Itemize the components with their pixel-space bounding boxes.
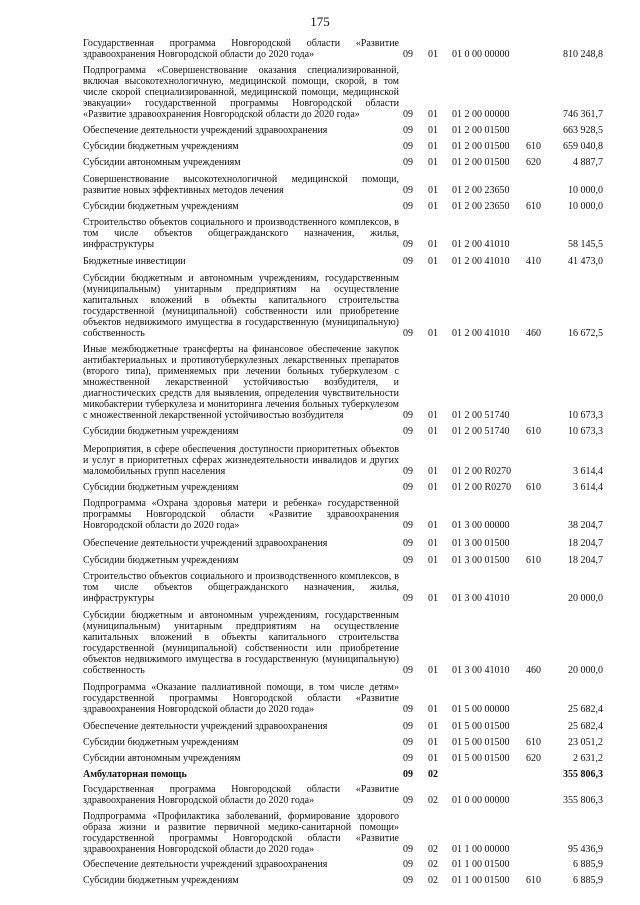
row-target-article: 01 2 00 01500 — [452, 157, 510, 168]
table-row — [83, 273, 603, 339]
row-section: 09 — [403, 769, 413, 780]
table-row — [83, 784, 603, 806]
row-section: 09 — [403, 593, 413, 604]
row-name: Субсидии бюджетным учреждениям — [83, 482, 239, 493]
row-target-article: 01 3 00 41010 — [452, 593, 510, 604]
row-subsection: 01 — [428, 538, 438, 549]
row-section: 09 — [403, 49, 413, 60]
row-subsection: 01 — [428, 185, 438, 196]
row-target-article: 01 1 00 01500 — [452, 875, 510, 886]
row-target-article: 01 2 00 00000 — [452, 109, 510, 120]
table-row — [83, 859, 603, 870]
row-sum: 20 000,0 — [568, 593, 603, 604]
row-sum: 746 361,7 — [563, 109, 603, 120]
row-target-article: 01 3 00 01500 — [452, 555, 510, 566]
row-sum: 10 000,0 — [568, 201, 603, 212]
row-sum: 20 000,0 — [568, 665, 603, 676]
table-row — [83, 875, 603, 886]
row-sum: 38 204,7 — [568, 520, 603, 531]
table-row — [83, 426, 603, 437]
row-section: 09 — [403, 410, 413, 421]
row-name: Обеспечение деятельности учреждений здравоохранения — [83, 125, 328, 136]
row-section: 09 — [403, 482, 413, 493]
row-expense-type: 610 — [526, 737, 541, 748]
row-section: 09 — [403, 753, 413, 764]
table-row — [83, 571, 603, 604]
row-section: 09 — [403, 466, 413, 477]
row-name: Амбулаторная помощь — [83, 769, 187, 780]
table-row — [83, 141, 603, 152]
row-name: Обеспечение деятельности учреждений здравоохранения — [83, 538, 328, 549]
table-row — [83, 721, 603, 732]
row-name: Субсидии бюджетным и автономным учреждениям, государственным (муниципальным) унитарным предприятиям на осуществление капитальных вложений в объекты капитального строительства государственной (муниципальной) собственности или приобретение объектов недвижимого имущества в государственную (муниципальную) собственность — [83, 273, 399, 339]
table-row — [83, 201, 603, 212]
row-subsection: 01 — [428, 593, 438, 604]
row-target-article: 01 2 00 51740 — [452, 426, 510, 437]
row-name: Субсидии бюджетным и автономным учреждениям, государственным (муниципальным) унитарным предприятиям на осуществление капитальных вложений в объекты капитального строительства государственной (муниципальной) собственности или приобретение объектов недвижимого имущества в государственную (муниципальную) собственность — [83, 610, 399, 676]
row-sum: 3 614,4 — [573, 466, 603, 477]
row-subsection: 02 — [428, 875, 438, 886]
table-row — [83, 811, 603, 855]
row-name: Обеспечение деятельности учреждений здравоохранения — [83, 721, 328, 732]
row-subsection: 01 — [428, 721, 438, 732]
row-target-article: 01 3 00 41010 — [452, 665, 510, 676]
row-sum: 2 631,2 — [573, 753, 603, 764]
page-number: 175 — [310, 14, 330, 29]
row-subsection: 01 — [428, 141, 438, 152]
row-sum: 10 673,3 — [568, 410, 603, 421]
row-section: 09 — [403, 520, 413, 531]
row-expense-type: 620 — [526, 157, 541, 168]
row-sum: 18 204,7 — [568, 538, 603, 549]
row-sum: 10 000,0 — [568, 185, 603, 196]
table-row — [83, 482, 603, 493]
table-row — [83, 753, 603, 764]
table-row — [83, 125, 603, 136]
row-subsection: 01 — [428, 482, 438, 493]
row-target-article: 01 2 00 R0270 — [452, 466, 512, 477]
row-subsection: 01 — [428, 737, 438, 748]
row-sum: 10 673,3 — [568, 426, 603, 437]
row-expense-type: 610 — [526, 875, 541, 886]
row-subsection: 01 — [428, 109, 438, 120]
table-row — [83, 38, 603, 60]
row-subsection: 02 — [428, 844, 438, 855]
budget-table — [83, 38, 603, 886]
row-section: 09 — [403, 844, 413, 855]
row-target-article: 01 2 00 41010 — [452, 256, 510, 267]
table-row — [83, 555, 603, 566]
row-expense-type: 610 — [526, 555, 541, 566]
row-name: Субсидии бюджетным учреждениям — [83, 201, 239, 212]
row-section: 09 — [403, 795, 413, 806]
row-name: Совершенствование высокотехнологичной медицинской помощи, развитие новых эффективных методов лечения — [83, 174, 399, 196]
row-target-article: 01 5 00 00000 — [452, 704, 510, 715]
row-subsection: 01 — [428, 753, 438, 764]
row-name: Строительство объектов социального и производственного комплексов, в том числе объектов общегражданского назначения, жилья, инфраструктуры — [83, 217, 399, 250]
row-sum: 4 887,7 — [573, 157, 603, 168]
row-sum: 41 473,0 — [568, 256, 603, 267]
row-expense-type: 610 — [526, 426, 541, 437]
row-sum: 95 436,9 — [568, 844, 603, 855]
row-sum: 58 145,5 — [568, 239, 603, 250]
row-sum: 810 248,8 — [563, 49, 603, 60]
row-expense-type: 460 — [526, 665, 541, 676]
row-target-article: 01 1 00 01500 — [452, 859, 510, 870]
row-section: 09 — [403, 859, 413, 870]
table-row — [83, 737, 603, 748]
row-section: 09 — [403, 426, 413, 437]
row-expense-type: 610 — [526, 141, 541, 152]
table-row — [83, 217, 603, 250]
row-name: Субсидии бюджетным учреждениям — [83, 426, 239, 437]
row-sum: 6 885,9 — [573, 875, 603, 886]
row-section: 09 — [403, 125, 413, 136]
row-target-article: 01 3 00 01500 — [452, 538, 510, 549]
row-subsection: 02 — [428, 795, 438, 806]
row-expense-type: 460 — [526, 328, 541, 339]
row-name: Государственная программа Новгородской области «Развитие здравоохранения Новгородской области до 2020 года» — [83, 784, 399, 806]
row-name: Бюджетные инвестиции — [83, 256, 186, 267]
row-subsection: 01 — [428, 555, 438, 566]
row-subsection: 01 — [428, 704, 438, 715]
row-sum: 6 885,9 — [573, 859, 603, 870]
row-section: 09 — [403, 185, 413, 196]
table-row — [83, 682, 603, 715]
row-section: 09 — [403, 555, 413, 566]
row-section: 09 — [403, 704, 413, 715]
table-row — [83, 444, 603, 477]
row-subsection: 01 — [428, 49, 438, 60]
row-section: 09 — [403, 328, 413, 339]
row-section: 09 — [403, 256, 413, 267]
row-section: 09 — [403, 201, 413, 212]
row-sum: 355 806,3 — [563, 769, 603, 780]
row-section: 09 — [403, 721, 413, 732]
row-sum: 355 806,3 — [563, 795, 603, 806]
table-row — [83, 610, 603, 676]
row-target-article: 01 2 00 01500 — [452, 141, 510, 152]
table-row — [83, 498, 603, 531]
row-name: Субсидии бюджетным учреждениям — [83, 875, 239, 886]
table-row — [83, 174, 603, 196]
row-subsection: 01 — [428, 157, 438, 168]
row-target-article: 01 1 00 00000 — [452, 844, 510, 855]
row-sum: 25 682,4 — [568, 704, 603, 715]
row-expense-type: 610 — [526, 482, 541, 493]
table-row — [83, 769, 603, 780]
row-sum: 23 051,2 — [568, 737, 603, 748]
row-name: Субсидии бюджетным учреждениям — [83, 141, 239, 152]
row-name: Субсидии автономным учреждениям — [83, 157, 241, 168]
row-subsection: 02 — [428, 769, 438, 780]
row-subsection: 01 — [428, 239, 438, 250]
row-target-article: 01 5 00 01500 — [452, 721, 510, 732]
table-row — [83, 344, 603, 421]
row-name: Подпрограмма «Оказание паллиативной помощи, в том числе детям» государственной программы Новгородской области «Развитие здравоохранения Новгородской области до 2020 года» — [83, 682, 399, 715]
row-target-article: 01 5 00 01500 — [452, 753, 510, 764]
row-section: 09 — [403, 538, 413, 549]
row-target-article: 01 2 00 R0270 — [452, 482, 512, 493]
row-section: 09 — [403, 141, 413, 152]
row-expense-type: 410 — [526, 256, 541, 267]
row-subsection: 01 — [428, 520, 438, 531]
table-row — [83, 538, 603, 549]
row-name: Субсидии бюджетным учреждениям — [83, 555, 239, 566]
row-target-article: 01 2 00 41010 — [452, 239, 510, 250]
row-section: 09 — [403, 875, 413, 886]
row-name: Субсидии бюджетным учреждениям — [83, 737, 239, 748]
row-name: Государственная программа Новгородской области «Развитие здравоохранения Новгородской области до 2020 года» — [83, 38, 399, 60]
row-target-article: 01 2 00 01500 — [452, 125, 510, 136]
row-target-article: 01 2 00 51740 — [452, 410, 510, 421]
table-row — [83, 65, 603, 120]
row-subsection: 01 — [428, 426, 438, 437]
row-subsection: 01 — [428, 201, 438, 212]
row-target-article: 01 3 00 00000 — [452, 520, 510, 531]
row-section: 09 — [403, 239, 413, 250]
row-name: Субсидии автономным учреждениям — [83, 753, 241, 764]
row-name: Иные межбюджетные трансферты на финансовое обеспечение закупок антибактериальных и противотуберкулезных лекарственных препаратов (второго типа), применяемых при лечении больных туберкулезом с множественной лекарственной устойчивостью возбудителя, и диагностических средств для выявления, определения чувствительности микобактерии туберкулеза и мониторинга лечения больных туберкулезом с множественной лекарственной устойчивостью возбудителя — [83, 344, 399, 421]
row-target-article: 01 2 00 23650 — [452, 201, 510, 212]
row-section: 09 — [403, 157, 413, 168]
row-name: Строительство объектов социального и производственного комплексов, в том числе объектов общегражданского назначения, жилья, инфраструктуры — [83, 571, 399, 604]
row-name: Мероприятия, в сфере обеспечения доступности приоритетных объектов и услуг в приоритетных сферах жизнедеятельности инвалидов и других маломобильных групп населения — [83, 444, 399, 477]
row-expense-type: 620 — [526, 753, 541, 764]
row-target-article: 01 5 00 01500 — [452, 737, 510, 748]
row-sum: 663 928,5 — [563, 125, 603, 136]
row-name: Подпрограмма «Совершенствование оказания специализированной, включая высокотехнологичную, медицинской помощи, скорой, в том числе скорой специализированной, медицинской помощи, медицинской эвакуации» государственной программы Новгородской области «Развитие здравоохранения Новгородской области до 2020 года» — [83, 65, 399, 120]
row-subsection: 01 — [428, 665, 438, 676]
row-subsection: 01 — [428, 125, 438, 136]
row-section: 09 — [403, 665, 413, 676]
row-expense-type: 610 — [526, 201, 541, 212]
row-target-article: 01 2 00 41010 — [452, 328, 510, 339]
row-target-article: 01 2 00 23650 — [452, 185, 510, 196]
row-subsection: 01 — [428, 466, 438, 477]
row-section: 09 — [403, 109, 413, 120]
table-row — [83, 157, 603, 168]
row-sum: 18 204,7 — [568, 555, 603, 566]
row-sum: 16 672,5 — [568, 328, 603, 339]
row-target-article: 01 0 00 00000 — [452, 795, 510, 806]
row-sum: 25 682,4 — [568, 721, 603, 732]
row-subsection: 02 — [428, 859, 438, 870]
row-subsection: 01 — [428, 328, 438, 339]
row-section: 09 — [403, 737, 413, 748]
row-sum: 3 614,4 — [573, 482, 603, 493]
row-sum: 659 040,8 — [563, 141, 603, 152]
table-row — [83, 256, 603, 267]
row-target-article: 01 0 00 00000 — [452, 49, 510, 60]
row-name: Обеспечение деятельности учреждений здравоохранения — [83, 859, 328, 870]
row-subsection: 01 — [428, 410, 438, 421]
row-subsection: 01 — [428, 256, 438, 267]
row-name: Подпрограмма «Охрана здоровья матери и ребенка» государственной программы Новгородской области «Развитие здравоохранения Новгородской области до 2020 года» — [83, 498, 399, 531]
row-name: Подпрограмма «Профилактика заболеваний, формирование здорового образа жизни и развитие первичной медико-санитарной помощи» государственной программы Новгородской области «Развитие здравоохранения Новгородской области до 2020 года» — [83, 811, 399, 855]
